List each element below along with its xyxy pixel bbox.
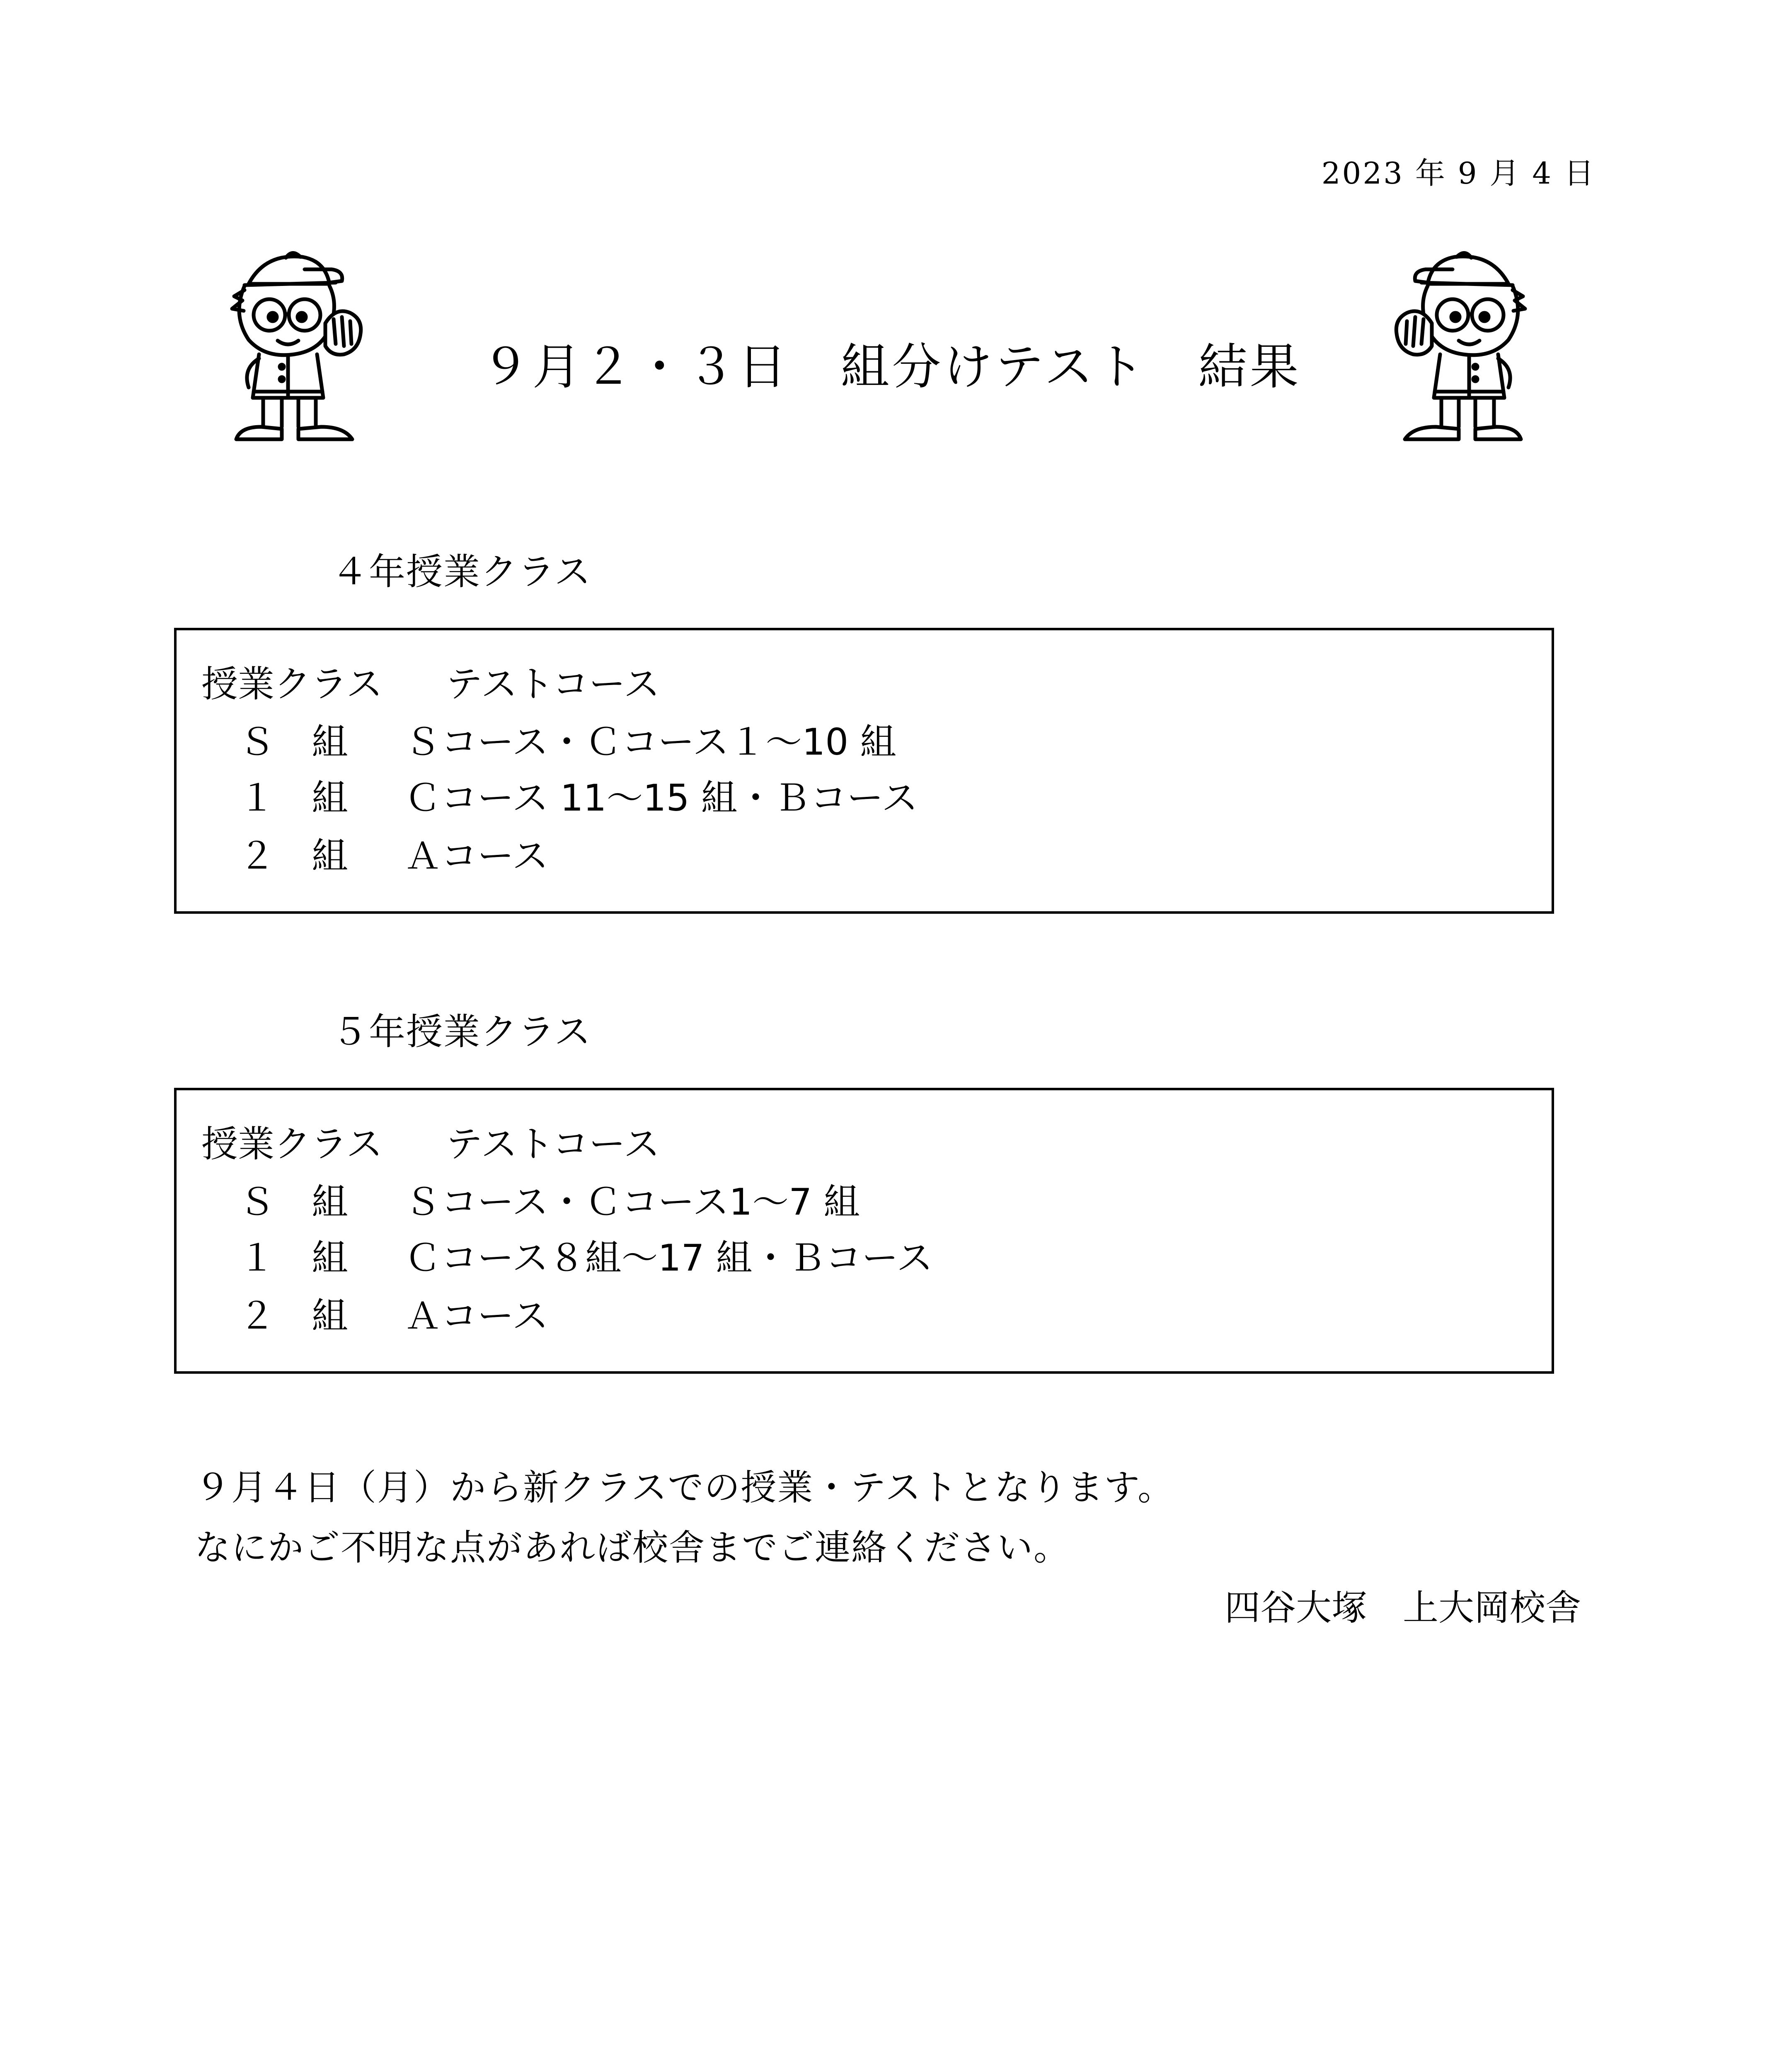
course-cell: Ａコース — [404, 1295, 549, 1337]
header-class: 授業クラス — [201, 1123, 383, 1165]
page-title: ９月２・３日 組分けテスト 結果 — [481, 338, 1301, 395]
course-cell: Ｃコース 11～15 組・Ｂコース — [404, 777, 918, 819]
school-signature: 四谷大塚 上大岡校舎 — [1225, 1587, 1581, 1629]
header-class: 授業クラス — [201, 663, 383, 705]
class-cell: ２ 組 — [239, 835, 349, 877]
header-course: テストコース — [446, 663, 660, 705]
table-header — [201, 655, 660, 707]
grade4-heading: ４年授業クラス — [332, 550, 592, 593]
notice-text: なにかご不明な点があれば校舎までご連絡ください。 — [195, 1527, 1070, 1569]
course-cell: Ｓコース・Ｃコース１～10 組 — [404, 721, 897, 763]
grade5-class-table — [174, 1088, 1554, 1374]
notice-text: ９月４日（月）から新クラスでの授業・テストとなります。 — [195, 1467, 1174, 1508]
class-cell: ２ 組 — [239, 1295, 349, 1337]
class-cell: １ 組 — [239, 1237, 349, 1279]
header-course: テストコース — [446, 1123, 660, 1165]
grade5-heading: ５年授業クラス — [332, 1010, 592, 1053]
baseball-boy-mascot-icon — [1388, 244, 1537, 452]
grade4-class-table — [174, 628, 1554, 914]
table-header — [201, 1115, 660, 1167]
class-cell: Ｓ 組 — [239, 721, 349, 763]
course-cell: Ｓコース・Ｃコース1～7 組 — [404, 1181, 860, 1223]
course-cell: Ｃコース８組～17 組・Ｂコース — [404, 1237, 933, 1279]
baseball-boy-mascot-icon — [220, 244, 369, 452]
course-cell: Ａコース — [404, 835, 549, 877]
class-cell: Ｓ 組 — [239, 1181, 349, 1223]
document-date: 2023 年 9 月 4 日 — [1321, 156, 1596, 191]
class-cell: １ 組 — [239, 777, 349, 819]
